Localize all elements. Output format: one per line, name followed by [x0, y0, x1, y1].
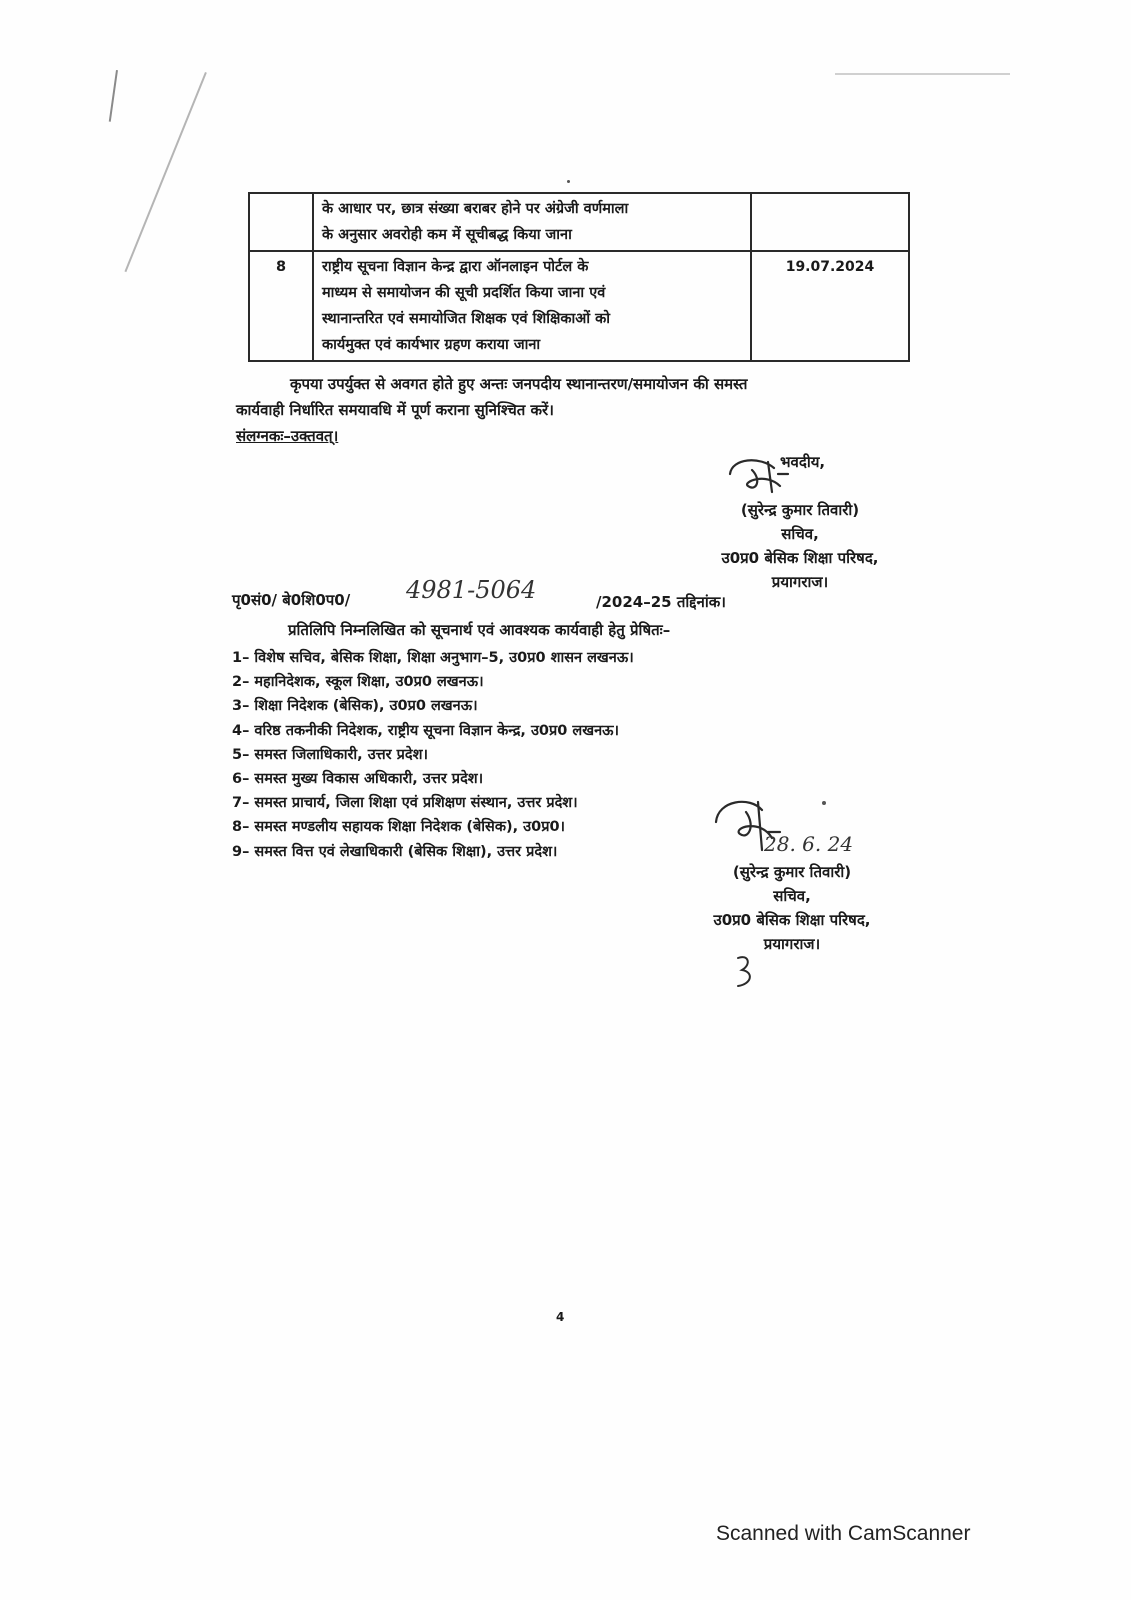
salutation: भवदीय, — [780, 453, 826, 471]
task-cell — [313, 193, 751, 251]
scan-edge-line — [835, 73, 1010, 75]
task-line: स्थानान्तरित एवं समायोजित शिक्षक एवं शिक्षिकाओं को — [322, 311, 610, 327]
table-row — [249, 251, 909, 361]
body-paragraph-line: कृपया उपर्युक्त से अवगत होते हुए अन्तः जनपदीय स्थानान्तरण/समायोजन की समस्त — [290, 375, 748, 393]
date-cell: 19.07.2024 — [751, 251, 909, 361]
table-row — [249, 193, 909, 251]
list-item: 6– समस्त मुख्य विकास अधिकारी, उत्तर प्रदेश। — [232, 771, 484, 788]
serial-cell — [249, 193, 313, 251]
signatory-name: (सुरेन्द्र कुमार तिवारी) — [740, 501, 860, 519]
serial-cell: 8 — [249, 251, 313, 361]
list-item: 9– समस्त वित्त एवं लेखाधिकारी (बेसिक शिक्षा), उत्तर प्रदेश। — [232, 843, 558, 860]
initial-scribble — [732, 952, 762, 992]
scan-dot — [567, 180, 570, 183]
reference-prefix: पृ0सं0/ बे0शि0प0/ — [232, 591, 351, 609]
list-item: 4– वरिष्ठ तकनीकी निदेशक, राष्ट्रीय सूचना विज्ञान केन्द्र, उ0प्र0 लखनऊ। — [232, 722, 620, 739]
task-line: राष्ट्रीय सूचना विज्ञान केन्द्र द्वारा ऑनलाइन पोर्टल के — [322, 259, 589, 275]
task-line: कार्यमुक्त एवं कार्यभार ग्रहण कराया जाना — [322, 337, 541, 353]
scan-edge-mark — [124, 72, 206, 272]
task-line: के आधार पर, छात्र संख्या बराबर होने पर अंग्रेजी वर्णमाला — [322, 201, 629, 217]
schedule-table — [248, 192, 910, 362]
distribution-list — [232, 646, 634, 864]
scan-edge-mark — [109, 70, 118, 122]
scan-dot — [822, 801, 826, 805]
page-number: 4 — [556, 1310, 565, 1324]
list-item: 5– समस्त जिलाधिकारी, उत्तर प्रदेश। — [232, 746, 428, 763]
list-item: 8– समस्त मण्डलीय सहायक शिक्षा निदेशक (बेसिक), उ0प्र0। — [232, 819, 566, 836]
handwritten-reference-number: 4981-5064 — [406, 576, 537, 604]
reference-suffix: /2024–25 तद्दिनांक। — [596, 593, 726, 611]
camscanner-watermark: Scanned with CamScanner — [716, 1522, 971, 1545]
task-line: माध्यम से समायोजन की सूची प्रदर्शित किया जाना एवं — [322, 285, 606, 301]
body-paragraph-line: कार्यवाही निर्धारित समयावधि में पूर्ण कराना सुनिश्चित करें। — [236, 401, 554, 419]
office: उ0प्र0 बेसिक शिक्षा परिषद, — [721, 549, 879, 567]
designation: सचिव, — [773, 887, 811, 905]
task-line: के अनुसार अवरोही कम में सूचीबद्ध किया जाना — [322, 227, 572, 243]
copy-intro: प्रतिलिपि निम्नलिखित को सूचनार्थ एवं आवश्यक कार्यवाही हेतु प्रेषितः– — [288, 621, 671, 639]
signature-block — [700, 450, 900, 594]
office: उ0प्र0 बेसिक शिक्षा परिषद, — [713, 911, 871, 929]
list-item: 1– विशेष सचिव, बेसिक शिक्षा, शिक्षा अनुभाग–5, उ0प्र0 शासन लखनऊ। — [232, 650, 634, 666]
list-item: 3– शिक्षा निदेशक (बेसिक), उ0प्र0 लखनऊ। — [232, 698, 478, 715]
enclosure-note: संलग्नकः–उक्तवत्। — [236, 427, 339, 445]
list-item: 7– समस्त प्राचार्य, जिला शिक्षा एवं प्रशिक्षण संस्थान, उत्तर प्रदेश। — [232, 795, 578, 812]
task-cell — [313, 251, 751, 361]
signature-block — [692, 860, 892, 956]
date-cell — [751, 193, 909, 251]
city: प्रयागराज। — [763, 935, 821, 953]
handwritten-date: 28. 6. 24 — [764, 832, 854, 856]
signatory-name: (सुरेन्द्र कुमार तिवारी) — [732, 863, 852, 881]
list-item: 2– महानिदेशक, स्कूल शिक्षा, उ0प्र0 लखनऊ। — [232, 674, 484, 691]
designation: सचिव, — [781, 525, 819, 543]
city: प्रयागराज। — [771, 573, 829, 591]
reference-line — [232, 590, 350, 610]
